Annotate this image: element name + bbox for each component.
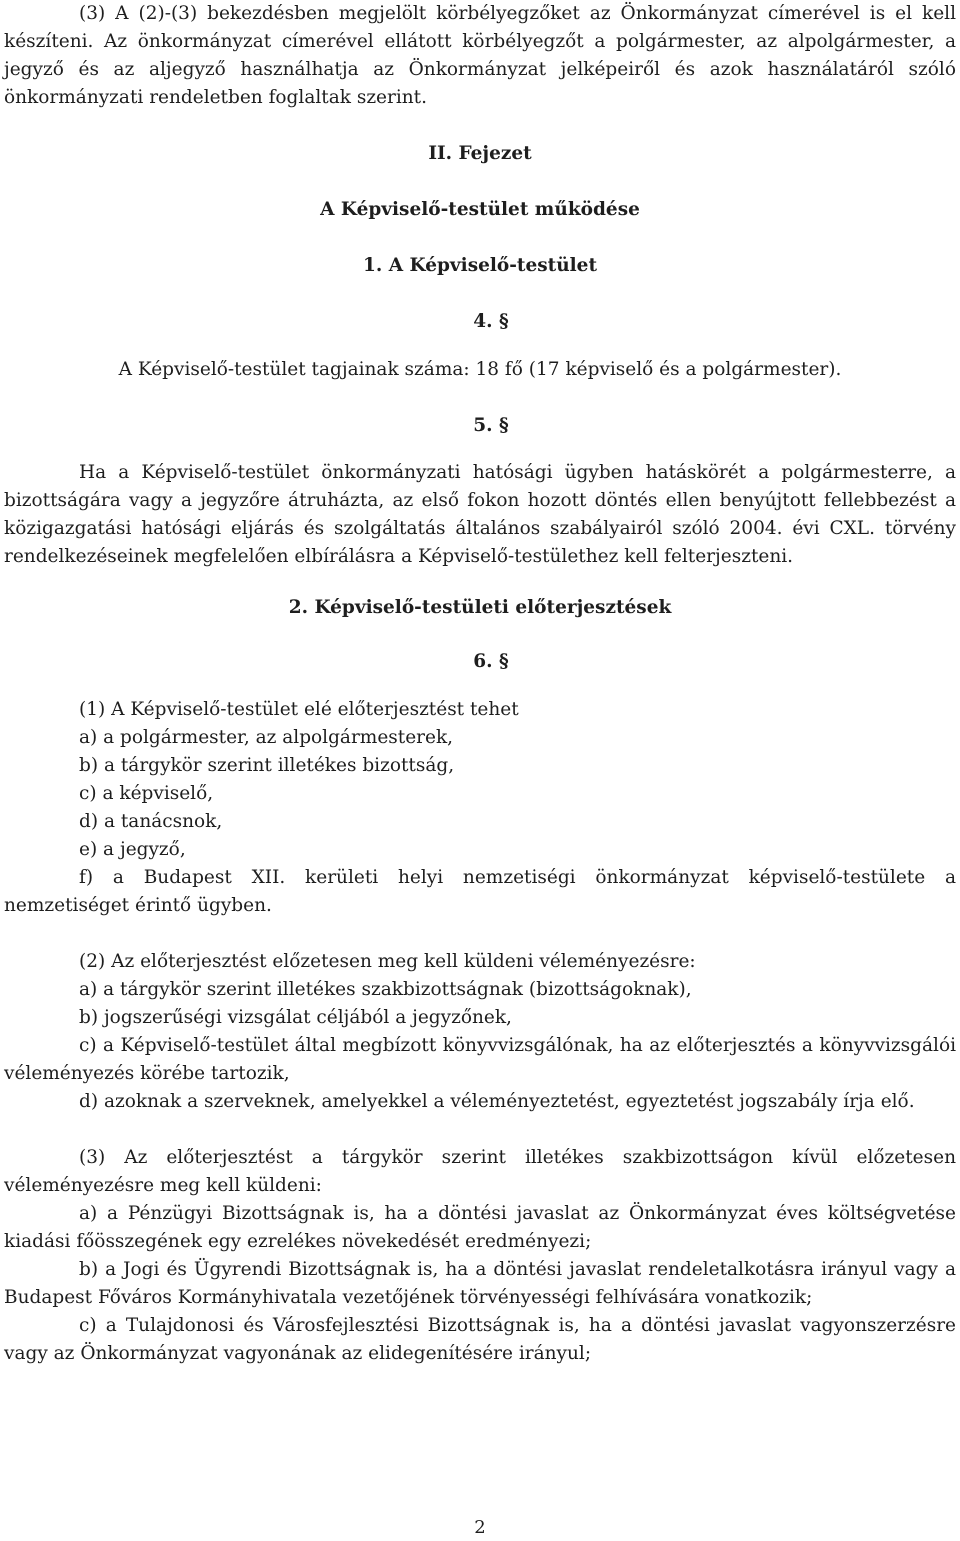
list-item: f) a Budapest XII. kerületi helyi nemzetiségi önkormányzat képviselő-testülete a nemzetiséget érintő ügyben.: [4, 867, 956, 916]
page-number: 2: [474, 1517, 486, 1538]
list-item: c) a Tulajdonosi és Városfejlesztési Bizottságnak is, ha a döntési javaslat vagyonszerzésre vagy az Önkormányzat vagyonának az elidegenítésére irányul;: [4, 1315, 956, 1364]
subsection-3: [4, 1144, 956, 1368]
subsection-1: [4, 696, 956, 920]
list-item: d) azoknak a szerveknek, amelyekkel a véleményeztetést, egyeztetést jogszabály írja elő.: [79, 1091, 915, 1112]
list-item: b) jogszerűségi vizsgálat céljából a jegyzőnek,: [79, 1007, 512, 1028]
paragraph-4-text: A Képviselő-testület tagjainak száma: 18 fő (17 képviselő és a polgármester).: [118, 359, 842, 380]
list-item: b) a tárgykör szerint illetékes bizottság,: [79, 755, 455, 776]
subsection-1-intro: (1) A Képviselő-testület elé előterjesztést tehet: [79, 699, 519, 720]
paragraph-5-text: Ha a Képviselő-testület önkormányzati hatósági ügyben hatáskörét a polgármesterre, a bizottságára vagy a jegyzőre átruházta, az első fokon hozott döntés ellen benyújtott fellebbezést a közigazgatási hatósági eljárás és szolgáltatás általános szabályairól szóló 2004. évi CXL. törvény rendelkezéseinek megfelelően elbírálásra a Képviselő-testülethez kell felterjeszteni.: [4, 462, 956, 567]
section-heading-1: 1. A Képviselő-testület: [362, 255, 597, 276]
paragraph-mark-5: 5. §: [473, 415, 509, 436]
paragraph-mark-6: 6. §: [473, 651, 509, 672]
list-item: c) a Képviselő-testület által megbízott könyvvizsgálónak, ha az előterjesztés a könyvvizsgálói véleményezés körébe tartozik,: [4, 1035, 956, 1084]
list-item: d) a tanácsnok,: [79, 811, 223, 832]
subsection-3-intro: (3) Az előterjesztést a tárgykör szerint illetékes szakbizottságon kívül előzetesen véleményezésre meg kell küldeni:: [4, 1147, 956, 1196]
intro-paragraph: (3) A (2)-(3) bekezdésben megjelölt körbélyegzőket az Önkormányzat címerével is el kell készíteni. Az önkormányzat címerével ellátott körbélyegzőt a polgármester, az alpolgármester, a jegyző és az aljegyző használhatja az Önkormányzat jelképeiről és azok használatáról szóló önkormányzati rendeletben foglaltak szerint.: [4, 3, 956, 108]
document-page: [4, 0, 956, 1368]
chapter-number: II. Fejezet: [428, 143, 532, 164]
subsection-2-intro: (2) Az előterjesztést előzetesen meg kell küldeni véleményezésre:: [79, 951, 696, 972]
list-item: a) a Pénzügyi Bizottságnak is, ha a döntési javaslat az Önkormányzat éves költségvetése kiadási főösszegének egy ezrelékes növekedését eredményezi;: [4, 1203, 956, 1252]
list-item: b) a Jogi és Ügyrendi Bizottságnak is, ha a döntési javaslat rendeletalkotásra irányul vagy a Budapest Főváros Kormányhivatala vezetőjének törvényességi felhívására vonatkozik;: [4, 1259, 956, 1308]
subsection-2: [4, 948, 956, 1116]
list-item: c) a képviselő,: [79, 783, 214, 804]
list-item: a) a polgármester, az alpolgármesterek,: [79, 727, 454, 748]
list-item: a) a tárgykör szerint illetékes szakbizottságnak (bizottságoknak),: [79, 979, 692, 1000]
list-item: e) a jegyző,: [79, 839, 186, 860]
chapter-title: A Képviselő-testület működése: [320, 199, 640, 220]
section-heading-2: 2. Képviselő-testületi előterjesztések: [288, 597, 672, 618]
paragraph-mark-4: 4. §: [473, 311, 509, 332]
